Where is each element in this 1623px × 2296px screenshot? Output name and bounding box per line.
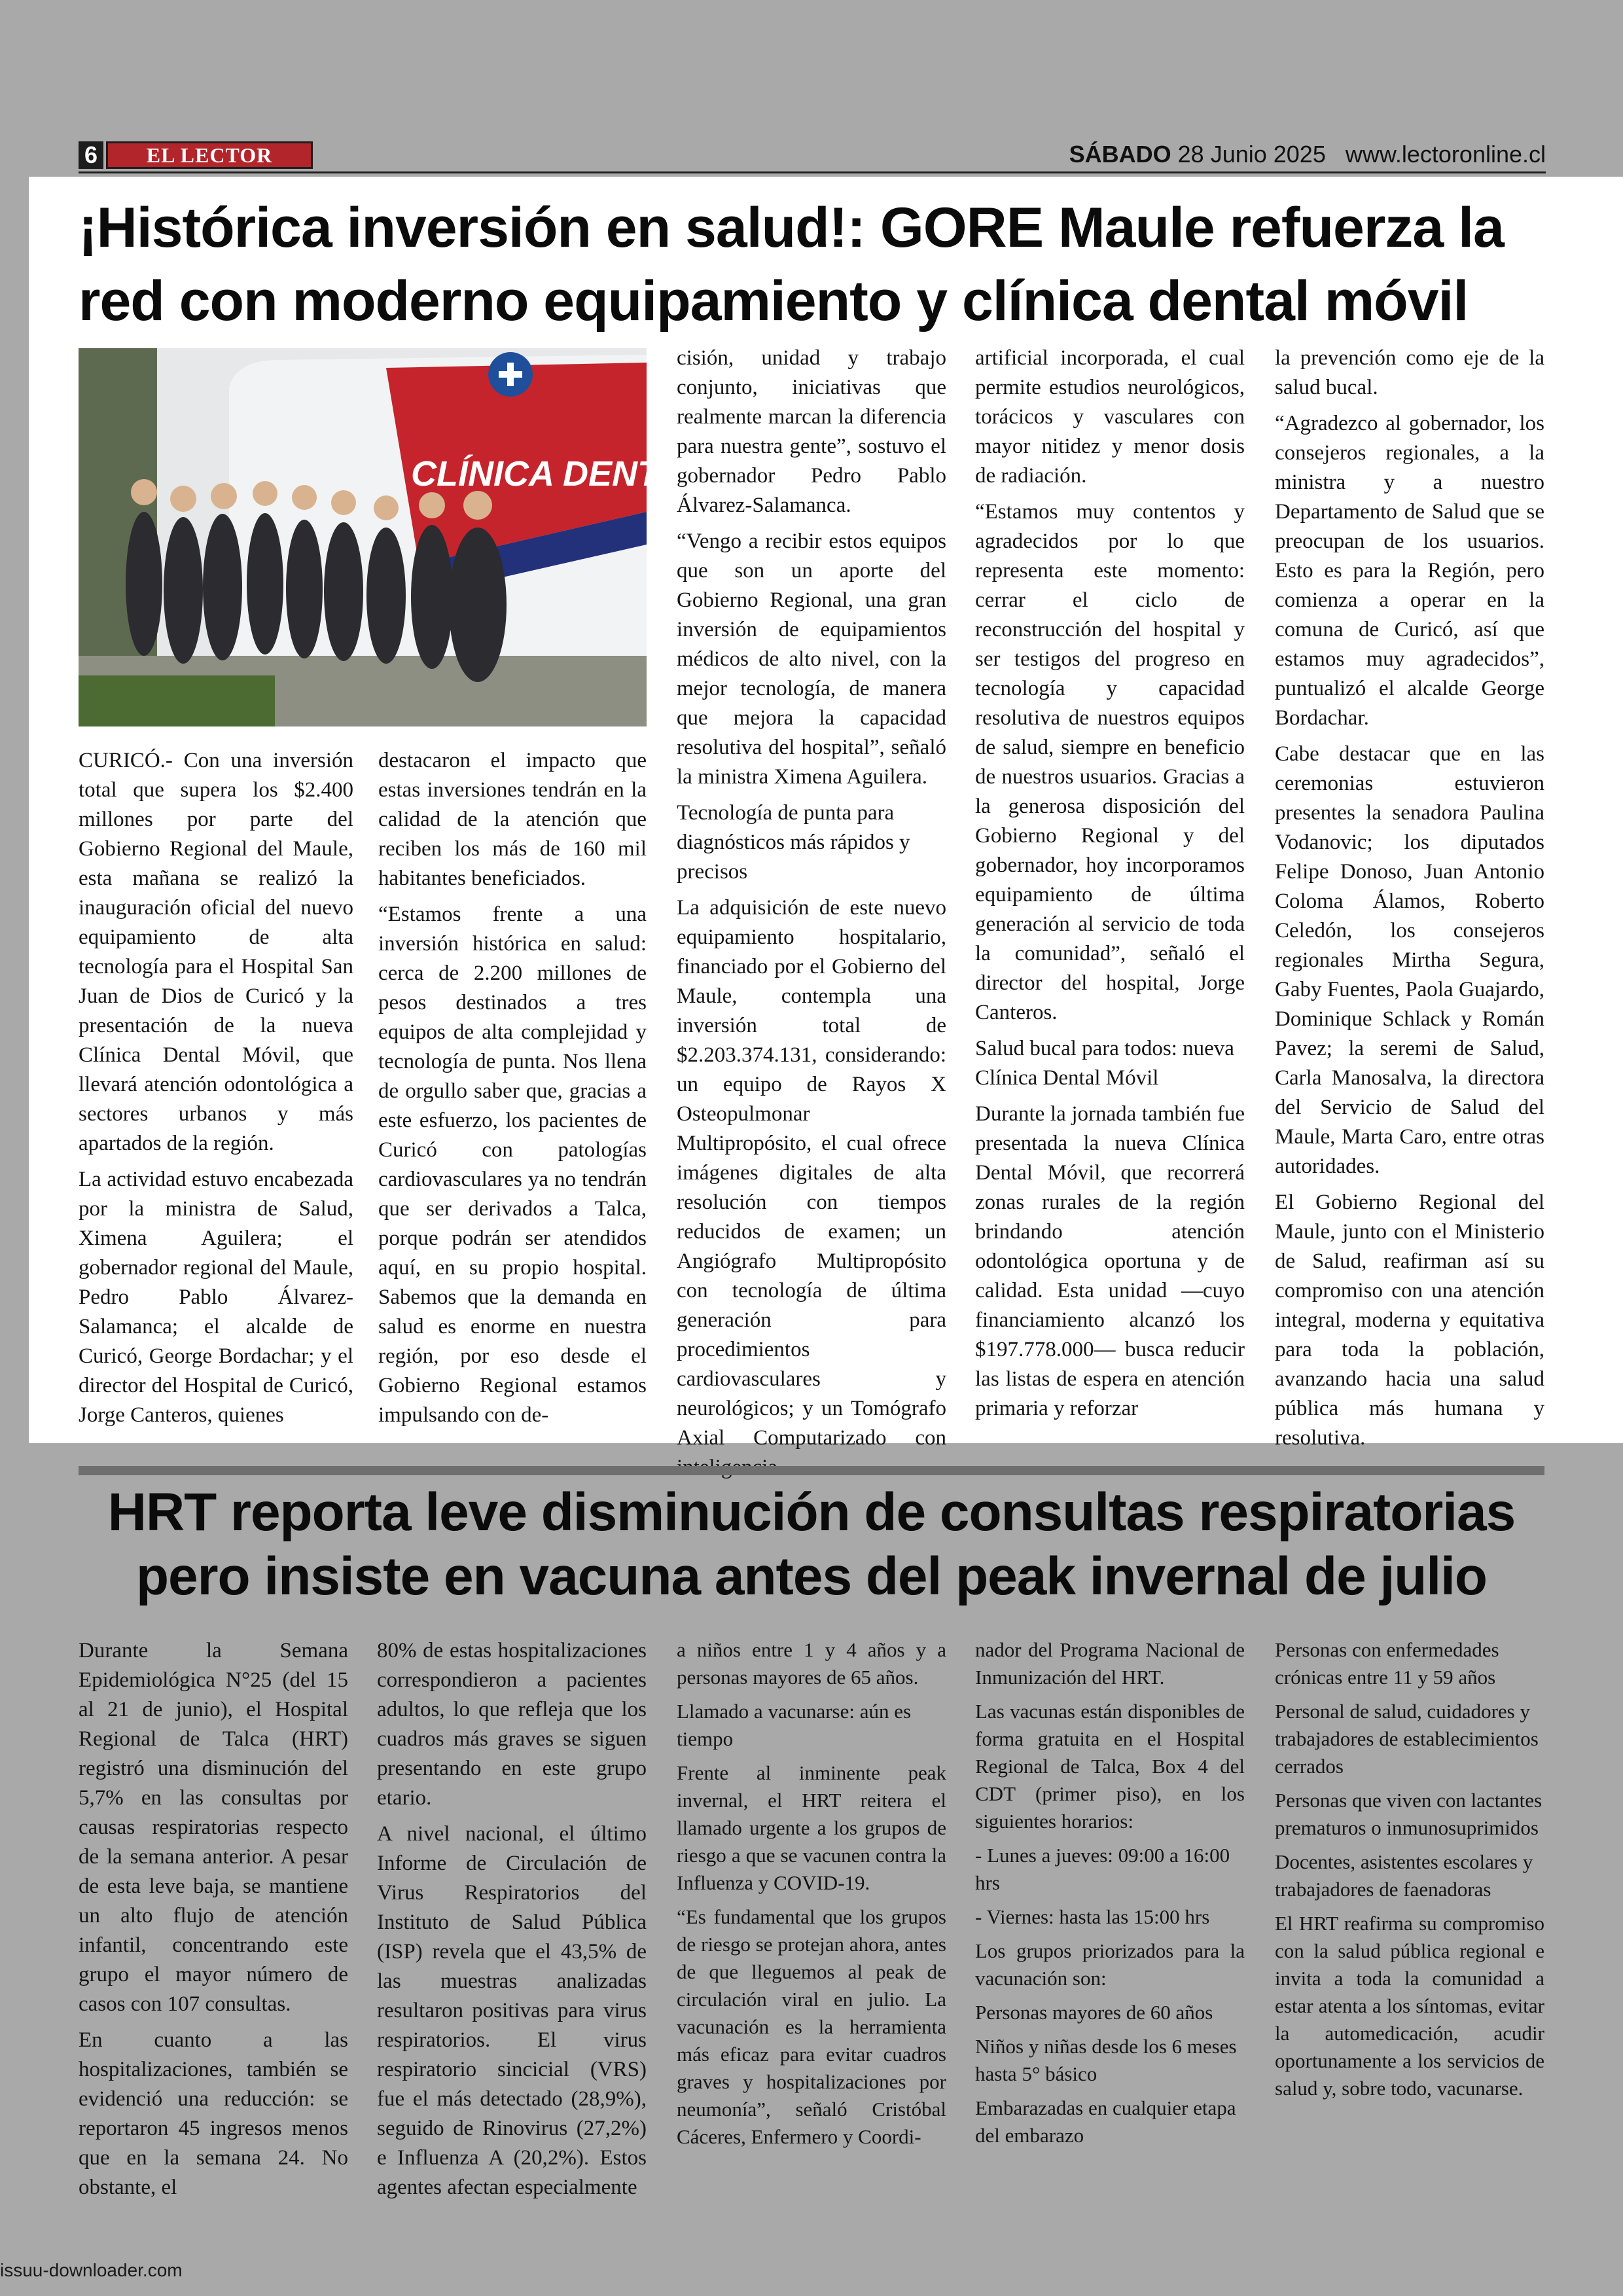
page-number: 6 <box>79 141 103 169</box>
priority-group-item: Personas con enfermedades crónicas entre 11 y 59 años <box>1275 1638 1499 1689</box>
paragraph: Los grupos priorizados para la vacunación son: <box>975 1939 1245 1990</box>
paragraph: Durante la Semana Epidemiológica N°25 (del 15 al 21 de junio), el Hospital Regional de Talca (HRT) registró una disminución del 5,7% en las consultas por causas respiratorias respecto de la semana anterior. A pesar de esta leve baja, se mantiene un alto flujo de atención infantil, concentrando este grupo el mayor número de casos con 107 consultas. <box>79 1639 348 2016</box>
paragraph: El Gobierno Regional del Maule, junto con el Ministerio de Salud, reafirman así su compromiso con una atención integral, moderna y equitativa para toda la población, avanzando hacia una salud pública más humana y resolutiva. <box>1275 1191 1544 1450</box>
paragraph: cisión, unidad y trabajo conjunto, iniciativas que realmente marcan la diferencia para nuestra gente”, sostuvo el gobernador Pedro Pablo Álvarez-Salamanca. <box>677 346 946 517</box>
paragraph: En cuanto a las hospitalizaciones, también se evidenció una reducción: se reportaron 45 ingresos menos que en la semana 24. No obstante, el <box>79 2028 348 2199</box>
paragraph: La adquisición de este nuevo equipamiento hospitalario, financiado por el Gobierno del Maule, contempla una inversión total de $2.203.374.131, considerando: un equipo de Rayos X Osteopulmonar Multipropósito, el cual ofrece imágenes digitales de alta resolución con tiempos reducidos de examen; un Angiógrafo Multipropósito con tecnología de última generación para procedimientos cardiovasculares y neurológicos; y un Tomógrafo Axial Computarizado con <box>677 896 946 1450</box>
headline-line-2: pero insiste en vacuna antes del peak invernal de julio <box>135 1547 1488 1606</box>
paragraph: CURICÓ.- Con una inversión total que supera los $2.400 millones por parte del Gobierno Regional del Maule, esta mañana se realizó la inauguración oficial del nuevo equipamiento de alta tecnología para el Hospital San Juan de Dios de Curicó y la presentación de la nueva Clínica Dental Móvil, que llevará atención odontológica a sectores urbanos y más apartados de la región. <box>79 749 353 1155</box>
issue-date: 28 Junio 2025 <box>1177 141 1326 168</box>
priority-group-item: Docentes, asistentes escolares y trabajadores de faenadoras <box>1275 1850 1533 1901</box>
article-headline: ¡Histórica inversión en salud!: GORE Maule refuerza la red con moderno equipamiento y clínica dental móvil <box>79 196 1504 332</box>
newspaper-logo: EL LECTOR <box>106 141 313 169</box>
paragraph: “Estamos frente a una inversión histórica en salud: cerca de 2.200 millones de pesos destinados a tres equipos de alta complejidad y tecnología de punta. Nos llena de orgullo saber que, gracias a este esfuerzo, los pacientes de Curicó con patologías cardiovasculares ya no tendrán que ser derivados a Talca, porque podrán ser atendidos aquí, en su propio hospital. Sabemos que la demanda en salud es enorme en nuestra región, por eso desde el Gobierno Regional estamos impulsando con de- <box>378 903 647 1427</box>
page-header <box>79 137 1546 173</box>
subheading-salud-bucal: Salud bucal para todos: nueva Clínica Dental Móvil <box>975 1037 1234 1090</box>
subheading-tecnologia: Tecnología de punta para diagnósticos más rápidos y precisos <box>677 801 910 884</box>
paragraph: Frente al inminente peak invernal, el HRT reitera el llamado urgente a los grupos de riesgo a que se vacunen contra la Influenza y COVID-19. <box>677 1761 946 1894</box>
paragraph: Cabe destacar que en las ceremonias estuvieron presentes la senadora Paulina Vodanovic; los diputados Felipe Donoso, Juan Antonio Coloma Álamos, Roberto Celedón, los consejeros regionales Mirtha Segura, Gaby Fuentes, Paola Guajardo, Dominique Schlack y Román Pavez; la seremi de Salud, Carla Manosalva, la directora del Servicio de Salud del Maule, Marta Caro, entre otras autoridades. <box>1275 742 1544 1178</box>
bus-lettering: CLÍNICA DENTAL <box>411 454 704 493</box>
headline-line-1: HRT reporta leve disminución de consultas respiratorias <box>107 1482 1516 1542</box>
bottom-column-4 <box>975 1636 1245 2199</box>
paragraph: A nivel nacional, el último Informe de Circulación de Virus Respiratorios del Instituto de Salud Pública (ISP) revela que el 43,5% de las muestras analizadas resultaron positivas para virus respiratorios. El virus respiratorio sincicial (VRS) fue el más detectado (28,9%), seguido de Rinovirus (27,2%) e Influenza A (20,2%). Estos agentes afectan especialmente <box>377 1822 647 2199</box>
issue-info <box>1069 140 1546 169</box>
top-column-3 <box>677 344 946 1450</box>
bottom-column-3 <box>677 1636 946 2199</box>
paragraph: nador del Programa Nacional de Inmunización del HRT. <box>975 1638 1245 1689</box>
bottom-column-2 <box>377 1636 647 2199</box>
schedule-item: - Lunes a jueves: 09:00 a 16:00 hrs <box>975 1844 1230 1894</box>
paragraph: La actividad estuvo encabezada por la ministra de Salud, Ximena Aguilera; el gobernador regional del Maule, Pedro Pablo Álvarez-Salamanca; el alcalde de Curicó, George Bordachar; y el director del Hospital de Curicó, Jorge Canteros, quienes <box>79 1168 353 1427</box>
paragraph: Las vacunas están disponibles de forma gratuita en el Hospital Regional de Talca, Box 4 del CDT (primer piso), en los siguientes horarios: <box>975 1700 1245 1833</box>
website-link[interactable]: www.lectoronline.cl <box>1345 141 1546 168</box>
priority-group-item: Niños y niñas desde los 6 meses hasta 5° básico <box>975 2035 1237 2085</box>
paragraph: Durante la jornada también fue presentada la nueva Clínica Dental Móvil, que recorrerá zonas rurales de la región brindando atención odontológica oportuna y de calidad. Esta unidad —cuyo financiamiento alcanzó los $197.778.000— busca reducir las listas de espera en atención primaria y reforzar <box>975 1102 1245 1420</box>
top-column-4 <box>975 344 1245 1440</box>
paragraph: “Vengo a recibir estos equipos que son un aporte del Gobierno Regional, una gran inversión de equipamientos médicos de alto nivel, con la mejor tecnología, de manera que mejora la capacidad resolutiva del hospital”, señaló la ministra Ximena Aguilera. <box>677 529 946 789</box>
priority-group-item: Embarazadas en cualquier etapa del embarazo <box>975 2096 1236 2147</box>
paragraph: la prevención como eje de la salud bucal. <box>1275 346 1544 399</box>
top-column-1 <box>79 746 353 1440</box>
paragraph: El HRT reafirma su compromiso con la salud pública regional e invita a toda la comunidad a estar atenta a los síntomas, evitar la automedicación, acudir oportunamente a los servicios de salud y, sobre todo, vacunarse. <box>1275 1912 1544 2100</box>
article-inversion-salud <box>29 177 1623 1450</box>
download-watermark: issuu-downloader.com <box>0 2260 183 2280</box>
article-headline-hrt <box>79 1480 1544 1609</box>
paragraph: destacaron el impacto que estas inversiones tendrán en la calidad de la atención que reciben los más de 160 mil habitantes beneficiados. <box>378 749 647 890</box>
article-photo <box>79 348 704 726</box>
paragraph: artificial incorporada, el cual permite estudios neurológicos, torácicos y vasculares con mayor nitidez y menor dosis de radiación. <box>975 346 1245 488</box>
schedule-item: - Viernes: hasta las 15:00 hrs <box>975 1905 1210 1928</box>
header-rule <box>79 171 1546 173</box>
paragraph: “Agradezco al gobernador, los consejeros regionales, a la ministra y a nuestro Departamento de Salud que se preocupan de los usuarios. Esto es para la Región, pero comienza a operar en la comuna de Curicó, así que estamos muy agradecidos”, puntualizó el alcalde George Bordachar. <box>1275 412 1544 730</box>
top-column-2 <box>378 746 647 1440</box>
section-divider <box>79 1466 1544 1475</box>
bottom-column-5 <box>1275 1636 1544 2199</box>
priority-group-item: Personas mayores de 60 años <box>975 2001 1213 2024</box>
top-column-5 <box>1275 344 1544 1450</box>
priority-group-item: Personas que viven con lactantes prematuros o inmunosuprimidos <box>1275 1789 1543 1839</box>
paragraph: “Es fundamental que los grupos de riesgo se protejan ahora, antes de que lleguemos al peak de circulación viral en julio. La vacunación es la herramienta más eficaz para evitar cuadros graves y hospitalizaciones por neumonía”, señaló Cristóbal Cáceres, Enfermero y Coordi- <box>677 1905 946 2148</box>
paragraph: a niños entre 1 y 4 años y a personas mayores de 65 años. <box>677 1638 946 1689</box>
paragraph: 80% de estas hospitalizaciones correspondieron a pacientes adultos, lo que refleja que los cuadros más graves se siguen presentando en este grupo etario. <box>377 1639 647 1810</box>
issue-day: SÁBADO <box>1069 141 1171 168</box>
paragraph: “Estamos muy contentos y agradecidos por lo que representa este momento: cerrar el ciclo de reconstrucción del hospital y ser testigos del progreso en tecnología y capacidad resolutiva de nuestros equipos de salud, siempre en beneficio de nuestros usuarios. Gracias a la generosa disposición del Gobierno Regional y del gobernador, hoy incorporamos equipamiento de última generación al servicio de toda la comunidad”, señaló el director del hospital, Jorge Canteros. <box>975 500 1245 1024</box>
group-photo-illustration <box>79 348 704 726</box>
bottom-column-1 <box>79 1636 348 2199</box>
subheading-vacunarse: Llamado a vacunarse: aún es tiempo <box>677 1700 912 1750</box>
priority-group-item: Personal de salud, cuidadores y trabajadores de establecimientos cerrados <box>1275 1700 1539 1778</box>
